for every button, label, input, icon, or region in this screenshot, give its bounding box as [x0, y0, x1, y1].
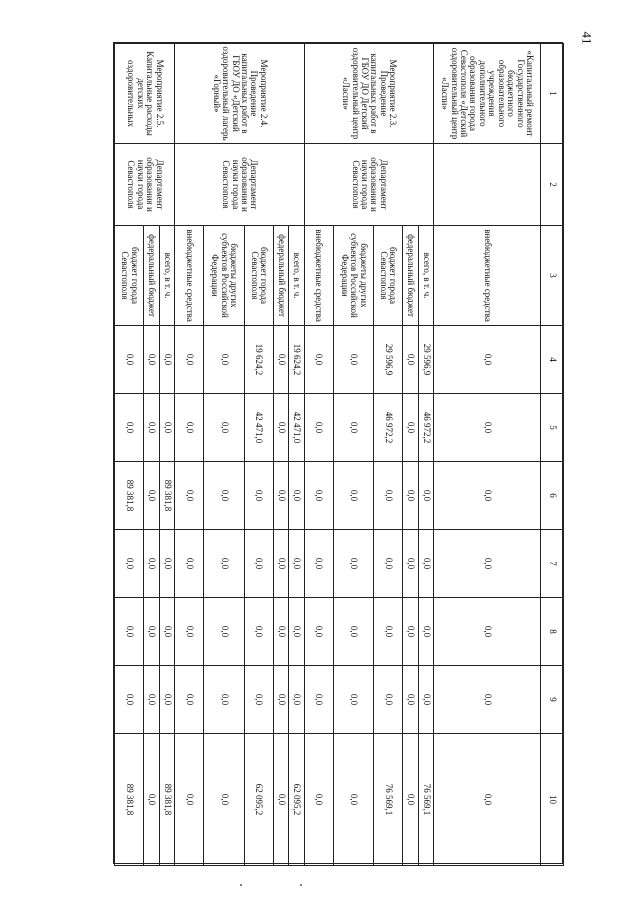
value-cell: 0,0: [373, 462, 402, 530]
value-cell: 0,0: [434, 326, 540, 394]
value-cell: 0,0: [402, 598, 418, 666]
value-cell: 29 596,9: [373, 326, 402, 394]
value-cell: 0,0: [333, 734, 373, 866]
project-title-cell: «Капитальный ремонт Государственного бюджетного образовательного учреждения дополнительного образования города Севастополя «Детский оздоровительный центр «Ласпи»: [434, 44, 540, 144]
header-cell: 10: [540, 734, 563, 866]
header-cell: 7: [540, 530, 563, 598]
value-cell: 0,0: [175, 462, 204, 530]
source-cell: всего, в т. ч.: [289, 226, 305, 326]
event-title-cell: Мероприятие 2.5. Капитальные расходы детских оздоровительных: [115, 44, 175, 144]
value-cell: 0,0: [244, 666, 273, 734]
value-cell: 0,0: [304, 394, 333, 462]
value-cell: 0,0: [304, 666, 333, 734]
value-cell: 0,0: [418, 598, 434, 666]
budget-table-frame: [113, 42, 563, 864]
value-cell: 0,0: [175, 598, 204, 666]
value-cell: 0,0: [115, 326, 144, 394]
header-cell: 6: [540, 462, 563, 530]
table-row: [289, 44, 305, 866]
value-cell: 0,0: [304, 598, 333, 666]
value-cell: 89 381,8: [115, 734, 144, 866]
value-cell: 0,0: [434, 394, 540, 462]
executor-cell: [434, 144, 540, 226]
executor-cell: Департамент образования и науки города Севастополя: [175, 144, 304, 226]
value-cell: 0,0: [159, 598, 175, 666]
value-cell: 0,0: [115, 530, 144, 598]
value-cell: 19 624,2: [244, 326, 273, 394]
value-cell: 0,0: [333, 598, 373, 666]
value-cell: 0,0: [304, 326, 333, 394]
value-cell: 0,0: [144, 734, 160, 866]
source-cell: внебюджетные средства: [175, 226, 204, 326]
value-cell: 0,0: [373, 598, 402, 666]
source-cell: внебюджетные средства: [434, 226, 540, 326]
value-cell: 42 471,0: [244, 394, 273, 462]
source-cell: бюджет города Севастополя: [373, 226, 402, 326]
budget-table: [114, 43, 564, 866]
table-row: [434, 44, 540, 866]
value-cell: 0,0: [373, 666, 402, 734]
value-cell: 0,0: [159, 666, 175, 734]
value-cell: 0,0: [115, 598, 144, 666]
value-cell: 0,0: [289, 666, 305, 734]
value-cell: 46 972,2: [373, 394, 402, 462]
value-cell: 0,0: [159, 530, 175, 598]
value-cell: 0,0: [418, 666, 434, 734]
source-cell: бюджеты других субъектов Российской Федерации: [333, 226, 373, 326]
source-cell: внебюджетные средства: [304, 226, 333, 326]
value-cell: 0,0: [159, 394, 175, 462]
page-number: 41: [579, 31, 595, 45]
value-cell: 0,0: [244, 598, 273, 666]
value-cell: 0,0: [304, 462, 333, 530]
value-cell: 0,0: [273, 326, 289, 394]
value-cell: 0,0: [402, 394, 418, 462]
value-cell: 0,0: [402, 666, 418, 734]
value-cell: 0,0: [289, 530, 305, 598]
value-cell: 0,0: [333, 666, 373, 734]
table-row: [159, 44, 175, 866]
value-cell: 0,0: [333, 462, 373, 530]
value-cell: 0,0: [115, 394, 144, 462]
value-cell: 0,0: [434, 734, 540, 866]
value-cell: 0,0: [273, 530, 289, 598]
value-cell: 89 381,8: [159, 734, 175, 866]
value-cell: 62 095,2: [244, 734, 273, 866]
source-cell: федеральный бюджет: [273, 226, 289, 326]
event-title-cell: Мероприятие 2.4. Проведение капитальных работ в ГБОУ ДО «Детский оздоровительный лагерь «Горный»: [175, 44, 304, 144]
source-cell: всего, в т. ч.: [418, 226, 434, 326]
value-cell: 76 569,1: [418, 734, 434, 866]
value-cell: 0,0: [402, 530, 418, 598]
source-cell: бюджет города Севастополя: [115, 226, 144, 326]
header-cell: 2: [540, 144, 563, 226]
header-cell: 3: [540, 226, 563, 326]
value-cell: 89 381,8: [159, 462, 175, 530]
value-cell: 0,0: [402, 326, 418, 394]
executor-cell: Департамент образования и науки города Севастополя: [304, 144, 433, 226]
value-cell: 0,0: [144, 462, 160, 530]
header-cell: 5: [540, 394, 563, 462]
value-cell: 0,0: [175, 734, 204, 866]
value-cell: 0,0: [434, 666, 540, 734]
header-cell: 8: [540, 598, 563, 666]
value-cell: 0,0: [204, 394, 244, 462]
value-cell: 0,0: [273, 598, 289, 666]
value-cell: 0,0: [304, 530, 333, 598]
value-cell: 42 471,0: [289, 394, 305, 462]
value-cell: 0,0: [273, 394, 289, 462]
scan-speck: [240, 884, 242, 886]
value-cell: 62 095,2: [289, 734, 305, 866]
source-cell: федеральный бюджет: [402, 226, 418, 326]
value-cell: 0,0: [273, 734, 289, 866]
source-cell: бюджеты других субъектов Российской Федерации: [204, 226, 244, 326]
value-cell: 0,0: [289, 598, 305, 666]
value-cell: 0,0: [402, 734, 418, 866]
value-cell: 0,0: [333, 394, 373, 462]
value-cell: 0,0: [204, 734, 244, 866]
value-cell: 0,0: [402, 462, 418, 530]
value-cell: 19 624,2: [289, 326, 305, 394]
value-cell: 0,0: [175, 326, 204, 394]
value-cell: 0,0: [273, 462, 289, 530]
value-cell: 0,0: [175, 394, 204, 462]
value-cell: 0,0: [304, 734, 333, 866]
value-cell: 0,0: [144, 530, 160, 598]
value-cell: 0,0: [434, 598, 540, 666]
header-row: [540, 44, 563, 866]
value-cell: 0,0: [144, 666, 160, 734]
value-cell: 0,0: [244, 462, 273, 530]
value-cell: 0,0: [144, 326, 160, 394]
value-cell: 0,0: [418, 462, 434, 530]
event-title-cell: Мероприятие 2.3. Проведение капитальных работ в ГБОУ ДО Детский оздоровительный центр «Ласпи»: [304, 44, 433, 144]
source-cell: всего, в т. ч.: [159, 226, 175, 326]
source-cell: бюджет города Севастополя: [244, 226, 273, 326]
header-cell: 4: [540, 326, 563, 394]
value-cell: 0,0: [373, 530, 402, 598]
value-cell: 0,0: [175, 666, 204, 734]
header-cell: 9: [540, 666, 563, 734]
value-cell: 76 569,1: [373, 734, 402, 866]
value-cell: 0,0: [204, 530, 244, 598]
value-cell: 0,0: [289, 462, 305, 530]
value-cell: 0,0: [175, 530, 204, 598]
value-cell: 0,0: [333, 530, 373, 598]
scan-speck: [300, 884, 302, 886]
header-cell: 1: [540, 44, 563, 144]
value-cell: 0,0: [244, 530, 273, 598]
rotated-table-container: [114, 43, 564, 865]
value-cell: 89 381,8: [115, 462, 144, 530]
executor-cell: Департамент образования и науки города Севастополя: [115, 144, 175, 226]
value-cell: 0,0: [115, 666, 144, 734]
value-cell: 0,0: [204, 462, 244, 530]
value-cell: 0,0: [418, 530, 434, 598]
value-cell: 0,0: [434, 530, 540, 598]
value-cell: 0,0: [204, 326, 244, 394]
value-cell: 0,0: [144, 394, 160, 462]
table-row: [418, 44, 434, 866]
value-cell: 0,0: [333, 326, 373, 394]
value-cell: 0,0: [144, 598, 160, 666]
value-cell: 0,0: [434, 462, 540, 530]
source-cell: федеральный бюджет: [144, 226, 160, 326]
value-cell: 46 972,2: [418, 394, 434, 462]
value-cell: 0,0: [159, 326, 175, 394]
value-cell: 29 596,9: [418, 326, 434, 394]
value-cell: 0,0: [273, 666, 289, 734]
value-cell: 0,0: [204, 666, 244, 734]
value-cell: 0,0: [204, 598, 244, 666]
